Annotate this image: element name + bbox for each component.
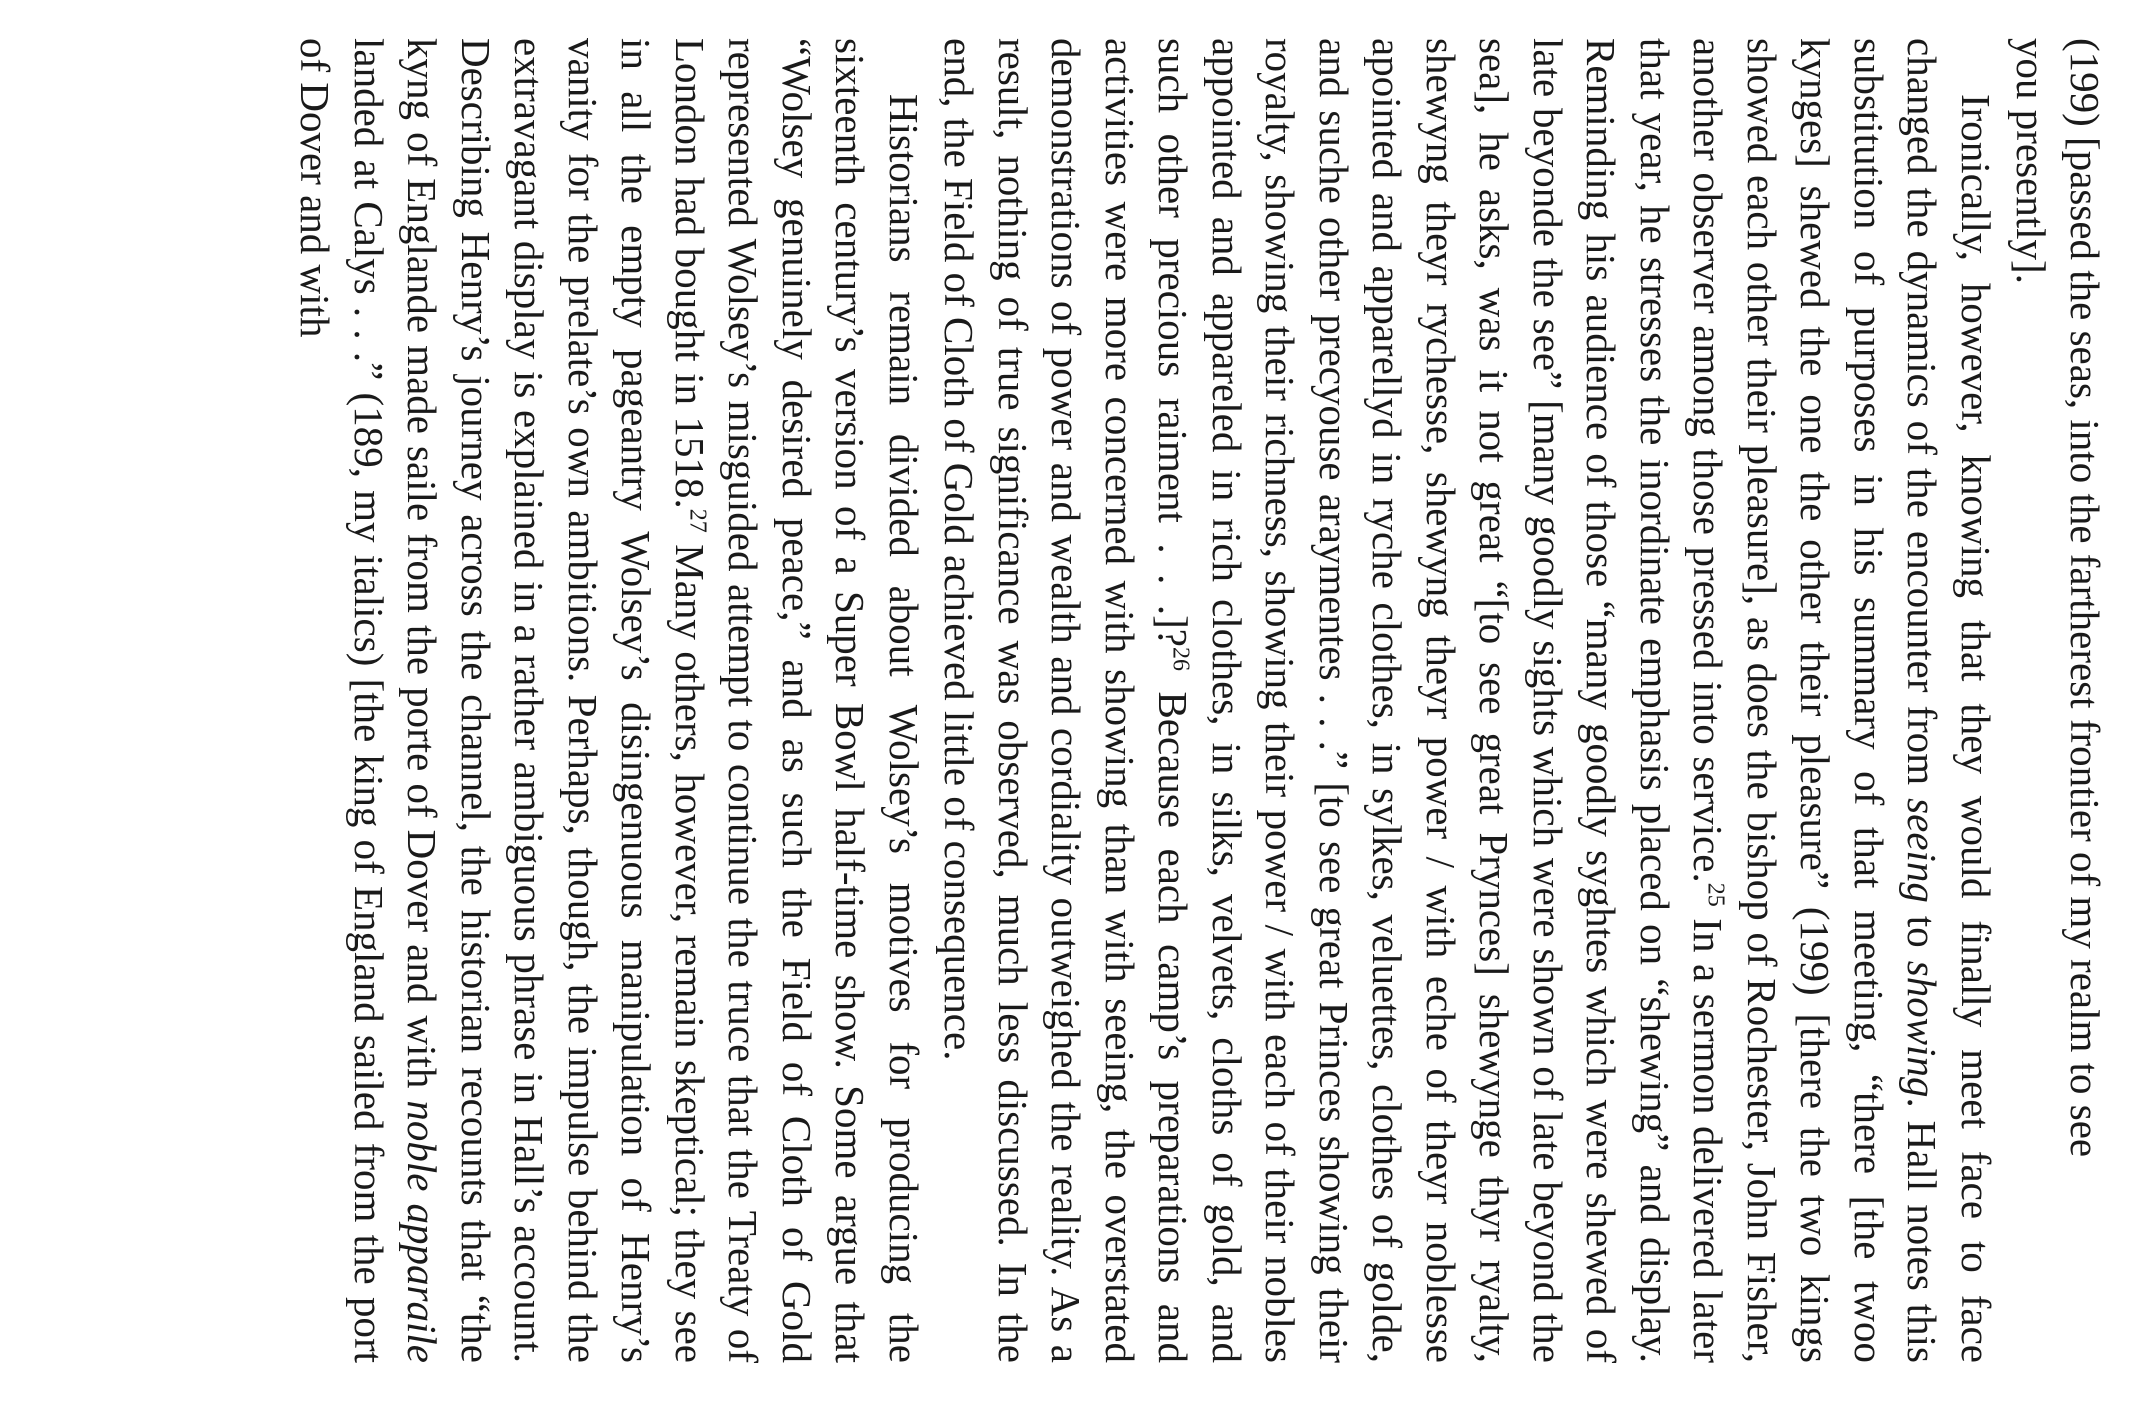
text-run: landed at Calys . . .” (189, my italics) [the king of England sailed from the port of Dover and with bbox=[292, 38, 392, 1363]
body-text bbox=[288, 38, 2111, 1363]
paragraph bbox=[288, 38, 930, 1363]
paragraph bbox=[932, 38, 2002, 1363]
italic-text: showing bbox=[1899, 960, 1946, 1098]
text-run: In a sermon delivered later that year, he stresses the inordinate emphasis placed on “shewing” and display. Reminding his audience of those “many goodly syghtes which were shewed of late beyonde the see” [many goodly sights which were shown of late beyond the sea], he asks, was it not great “[to see great Prynces] shewynge thyr ryalty, shewyng theyr rychesse, shewyng theyr power / with eche of theyr noblesse apointed and apparellyd in ryche clothes, in sylkes, veluettes, clothes of golde, and suche other precyouse araymentes . . .” [to see great Princes showing their royalty, showing their richness, showing their power / with each of their nobles appointed and appareled in rich clothes, in silks, velvets, cloths of gold, and such other precious raiment . . .]? bbox=[1150, 38, 1732, 1363]
text-run: to bbox=[1899, 902, 1946, 961]
text-run: Because each camp’s preparations and activities were more concerned with showing than with seeing, the overstated demonstrations of power and wealth and cordiality outweighed the reality. As a result, nothing of true significance was observed, much less discussed. In the end, the Field of Cloth of Gold achieved little of consequence. bbox=[936, 38, 1197, 1363]
italic-text: seeing bbox=[1899, 798, 1946, 903]
text-run: Historians remain divided about Wolsey’s motives for producing the sixteenth century’s version of a Super Bowl half-time show. Some argue that “Wolsey genuinely desired peace,” and as such the Field of Cloth of Gold represented Wolsey’s misguided attempt to continue the truce that the Treaty of London had bought in 1518. bbox=[667, 38, 927, 1363]
text-run: you presently]. bbox=[2008, 38, 2055, 284]
italic-text: noble apparaile bbox=[399, 1100, 446, 1363]
paragraph bbox=[2004, 38, 2058, 1363]
footnote-reference: 26 bbox=[1168, 646, 1195, 671]
footnote-reference: 27 bbox=[684, 508, 711, 533]
text-run: . Hall notes this substitution of purposes in his summary of that meeting, “there [the twoo kynges] shewed the one the other their pleasure” (199) [there the two kings showed each other their pleasure], as does the bishop of Rochester, John Fisher, another observer among those pressed into service. bbox=[1685, 38, 1946, 1363]
text-run: Ironically, however, knowing that they would finally meet face to face changed the dynamics of the encounter from bbox=[1899, 38, 1999, 1363]
continuation-line: (199) [passed the seas, into the fartherest frontier of my realm to see bbox=[2062, 38, 2108, 1158]
footnote-reference: 25 bbox=[1703, 882, 1730, 907]
text-run: Many others, however, remain skeptical; they see in all the empty pageantry Wolsey’s disingenuous manipulation of Henry’s vanity for the prelate’s own ambitions. Perhaps, though, the impulse behind the extravagant display is explained in a rather ambiguous phrase in Hall’s account. Describing Henry’s journey across the channel, the historian recounts that “the kyng of Englande made saile from the porte of Dover and with bbox=[399, 38, 713, 1363]
